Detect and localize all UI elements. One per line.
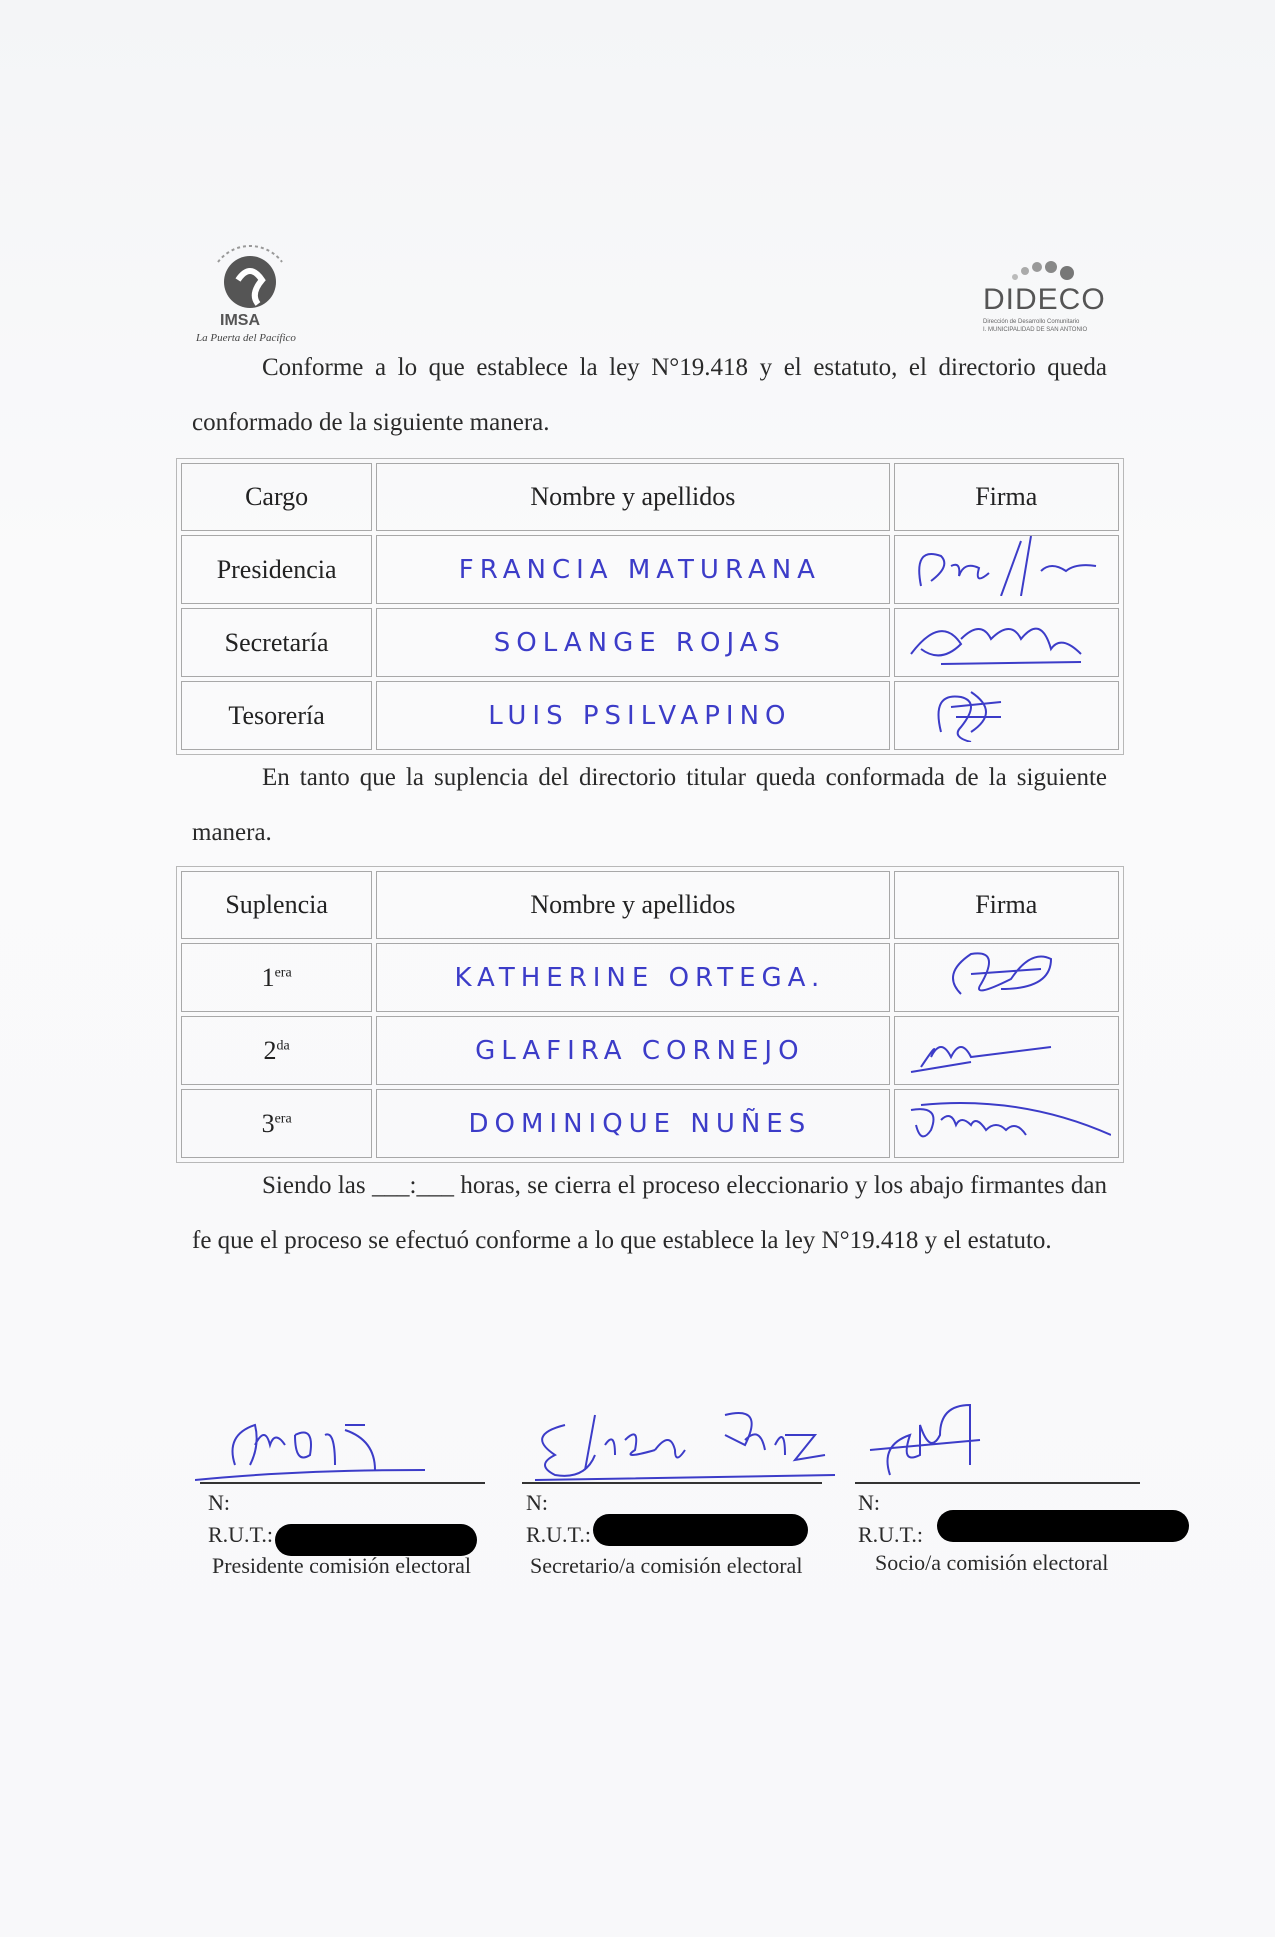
header-nombre: Nombre y apellidos xyxy=(376,463,889,531)
handwritten-name: SOLANGE ROJAS xyxy=(376,608,889,677)
table-row xyxy=(181,943,1119,1012)
rut-label: R.U.T.: xyxy=(858,1522,923,1547)
handwritten-signature xyxy=(901,1090,1111,1150)
signature-role: Socio/a comisión electoral xyxy=(875,1550,1109,1575)
suplencia-number: $2^{da}$ xyxy=(181,1016,372,1085)
directorio-table xyxy=(176,458,1124,755)
rut-label: R.U.T.: xyxy=(208,1522,273,1547)
signature-cell xyxy=(894,943,1119,1012)
dideco-subtitle-1: Dirección de Desarrollo Comunitario xyxy=(983,319,1080,325)
n-label: N: xyxy=(858,1490,880,1515)
suplencia-number: $3^{era}$ xyxy=(181,1089,372,1158)
handwritten-name: DOMINIQUE NUÑES xyxy=(376,1089,889,1158)
suplencia-number: $1^{era}$ xyxy=(181,943,372,1012)
signature-role: Secretario/a comisión electoral xyxy=(530,1553,803,1578)
handwritten-name: FRANCIA MATURANA xyxy=(376,535,889,604)
handwritten-name: KATHERINE ORTEGA. xyxy=(376,943,889,1012)
handwritten-signature xyxy=(901,1017,1111,1077)
signature-cell xyxy=(894,535,1119,604)
cargo-cell: Tesorería xyxy=(181,681,372,750)
header-nombre: Nombre y apellidos xyxy=(376,871,889,939)
member-signature xyxy=(850,1395,1010,1485)
header-cargo: Cargo xyxy=(181,463,372,531)
dideco-logo xyxy=(975,255,1115,340)
handwritten-signature xyxy=(901,536,1111,596)
signature-cell xyxy=(894,681,1119,750)
imsa-tagline: La Puerta del Pacífico xyxy=(196,332,296,344)
cargo-cell: Secretaría xyxy=(181,608,372,677)
table-header-row xyxy=(181,871,1119,939)
rut-label: R.U.T.: xyxy=(526,1522,591,1547)
signature-cell xyxy=(894,1016,1119,1085)
n-label: N: xyxy=(208,1490,230,1515)
dideco-logo-text: DIDECO xyxy=(983,283,1106,316)
table-row xyxy=(181,1089,1119,1158)
signature-cell xyxy=(894,1089,1119,1158)
signature-line xyxy=(200,1482,485,1484)
handwritten-signature xyxy=(901,609,1111,669)
redacted-rut xyxy=(593,1514,808,1546)
n-label: N: xyxy=(526,1490,548,1515)
dideco-subtitle-2: I. MUNICIPALIDAD DE SAN ANTONIO xyxy=(983,327,1088,333)
table-row xyxy=(181,608,1119,677)
table-row xyxy=(181,1016,1119,1085)
suplencia-table xyxy=(176,866,1124,1163)
intro-paragraph: Conforme a lo que establece la ley N°19.418 y el estatuto, el directorio queda conformado de la siguiente manera. xyxy=(192,354,1107,436)
president-signature xyxy=(195,1395,455,1485)
signature-line xyxy=(522,1482,822,1484)
table-row xyxy=(181,681,1119,750)
signature-role: Presidente comisión electoral xyxy=(212,1553,472,1578)
signature-line xyxy=(855,1482,1140,1484)
closing-paragraph: Siendo las ___:___ horas, se cierra el proceso eleccionario y los abajo firmantes dan fe que el proceso se efectuó conforme a lo que establece la ley N°19.418 y el estatuto. xyxy=(192,1172,1107,1254)
secretary-signature xyxy=(525,1395,845,1485)
signature-cell xyxy=(894,608,1119,677)
handwritten-name: GLAFIRA CORNEJO xyxy=(376,1016,889,1085)
imsa-logo-text: IMSA xyxy=(220,312,260,329)
header-firma: Firma xyxy=(894,871,1119,939)
imsa-logo xyxy=(190,240,320,350)
suplencia-paragraph: En tanto que la suplencia del directorio titular queda conformada de la siguiente manera. xyxy=(192,764,1107,846)
handwritten-signature xyxy=(901,682,1111,742)
cargo-cell: Presidencia xyxy=(181,535,372,604)
table-row xyxy=(181,535,1119,604)
table-header-row xyxy=(181,463,1119,531)
header-suplencia: Suplencia xyxy=(181,871,372,939)
header-firma: Firma xyxy=(894,463,1119,531)
handwritten-name: LUIS PSILVAPINO xyxy=(376,681,889,750)
redacted-rut xyxy=(937,1510,1189,1542)
redacted-rut xyxy=(275,1524,477,1556)
handwritten-signature xyxy=(901,944,1111,1004)
